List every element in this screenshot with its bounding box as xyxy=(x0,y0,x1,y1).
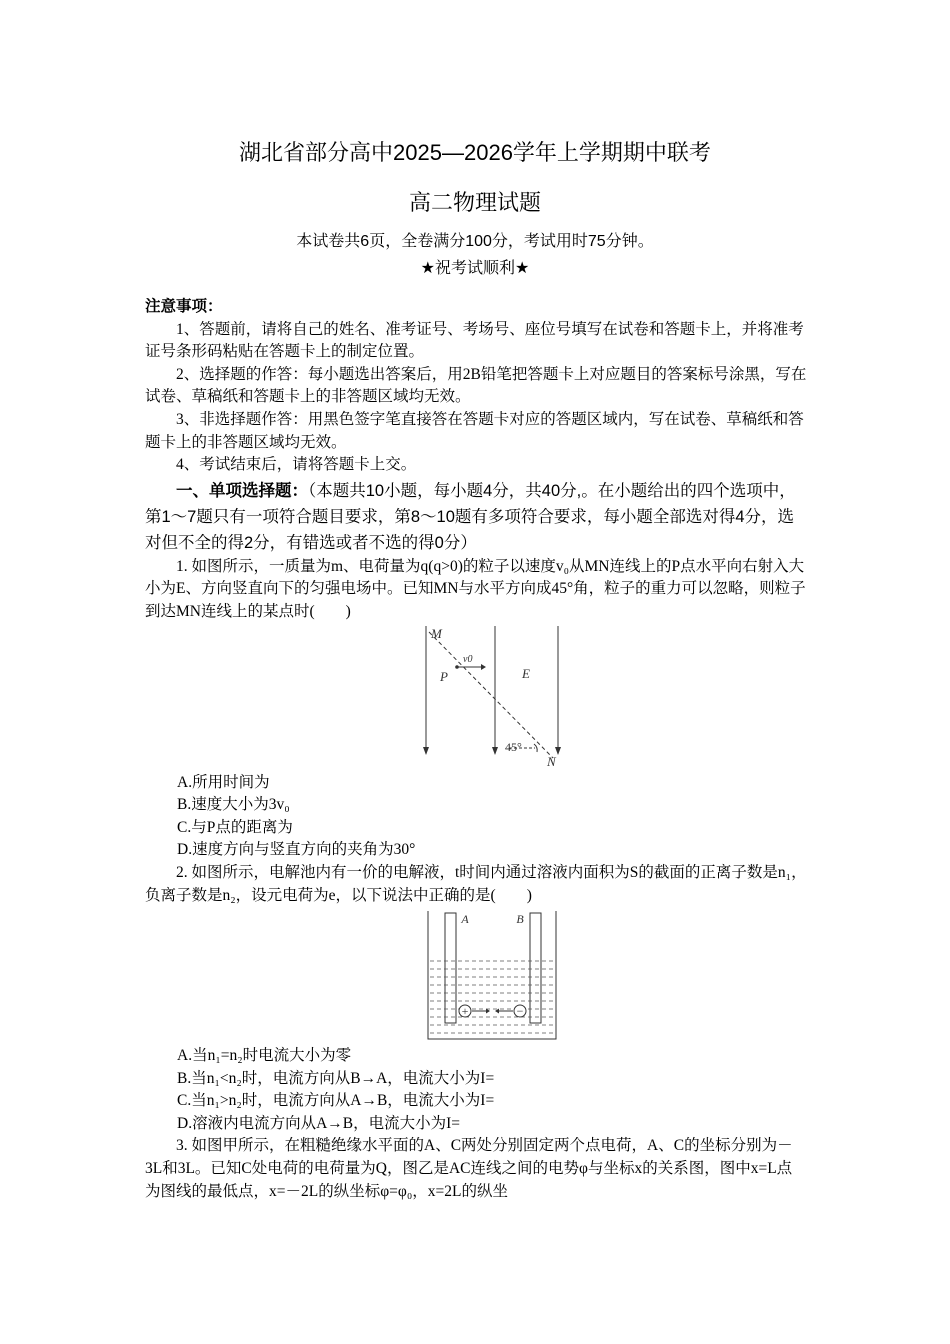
notice-item-1: 1、答题前，请将自己的姓名、准考证号、考场号、座位号填写在试卷和答题卡上，并将准考证号条形码粘贴在答题卡上的制定位置。 xyxy=(145,320,804,361)
label-minus: − xyxy=(516,1004,524,1019)
arrow-head-1 xyxy=(423,747,429,755)
q1-figure xyxy=(423,626,573,766)
label-v0: v0 xyxy=(463,653,473,665)
q1-stem: 1. 如图所示，一质量为m、电荷量为q(q>0)的粒子以速度v₀从MN连线上的P点水平向右射入大小为E、方向竖直向下的匀强电场中。已知MN与水平方向成45°角，粒子的重力可以忽略，则粒子到达MN连线上的某点时( ) xyxy=(145,557,806,620)
exam-title: 湖北省部分高中2025—2026学年上学期期中联考 xyxy=(239,140,711,165)
q2-stem: 2. 如图所示，电解池内有一价的电解液，t时间内通过溶液内面积为S的截面的正离子数是n₁，负离子数是n₂，设元电荷为e，以下说法中正确的是( ) xyxy=(145,863,807,904)
label-n: N xyxy=(547,753,556,766)
q1-option-a: A.所用时间为 xyxy=(177,773,270,791)
mn-line xyxy=(429,632,553,758)
label-e: E xyxy=(522,665,530,681)
notice-item-3: 3、非选择题作答：用黑色签字笔直接答在答题卡对应的答题区域内，写在试卷、草稿纸和答题卡上的非答题区域均无效。 xyxy=(145,410,804,451)
q2-option-a: A.当n₁=n₂时电流大小为零 xyxy=(177,1047,352,1065)
section-1-title: 一、单项选择题： xyxy=(176,481,308,500)
particle-point xyxy=(455,665,459,669)
electrode-a xyxy=(445,913,456,1023)
q2-option-b: B.当n₁<n₂时，电流方向从B→A，电流大小为I= xyxy=(177,1069,495,1087)
notice-item-4: 4、考试结束后，请将答题卡上交。 xyxy=(176,456,417,474)
electrode-b xyxy=(530,913,541,1023)
label-angle: 45° xyxy=(505,739,522,754)
velocity-arrow-head xyxy=(481,664,486,670)
exam-subtitle: 高二物理试题 xyxy=(408,190,541,215)
q1-option-b: B.速度大小为3v₀ xyxy=(177,796,290,814)
label-p: P xyxy=(440,668,448,684)
notice-heading: 注意事项： xyxy=(145,298,223,315)
q2-option-c: C.当n₁>n₂时，电流方向从A→B，电流大小为I= xyxy=(177,1092,495,1110)
label-plus: + xyxy=(461,1004,469,1019)
arrow-head-2 xyxy=(492,747,498,755)
label-b: B xyxy=(516,912,524,927)
label-m: M xyxy=(431,625,442,641)
q2-figure xyxy=(423,911,563,1041)
exam-content xyxy=(145,296,807,1203)
label-a: A xyxy=(461,912,469,927)
section-1-header xyxy=(145,478,807,556)
q1-option-d: D.速度方向与竖直方向的夹角为30° xyxy=(177,841,416,859)
notice-item-2: 2、选择题的作答：每小题选出答案后，用2B铅笔把答题卡上对应题目的答案标号涂黑，写在试卷、草稿纸和答题卡上的非答题区域均无效。 xyxy=(145,365,807,406)
q3-stem: 3. 如图甲所示，在粗糙绝缘水平面的A、C两处分别固定两个点电荷，A、C的坐标分别为－3L和3L。已知C处电荷的电荷量为Q，图乙是AC连线之间的电势φ与坐标x的关系图，图中x=L点为图线的最低点，x=－2L的纵坐标φ=φ₀，x=2L的纵坐 xyxy=(145,1137,793,1200)
arrow-head-3 xyxy=(555,747,561,755)
q1-option-c: C.与P点的距离为 xyxy=(177,818,293,836)
exam-info: 本试卷共6页，全卷满分100分，考试用时75分钟。 xyxy=(296,233,654,250)
exam-wish: ★祝考试顺利★ xyxy=(420,260,530,277)
section-1-desc: （本题共10小题，每小题4分，共40分,。在小题给出的四个选项中，第1～7题只有一项符合题目要求，第8～10题有多项符合要求，每小题全部选对得4分，选对但不全的得2分，有错选或者不选的得0分） xyxy=(145,481,796,552)
q2-option-d: D.溶液内电流方向从A→B，电流大小为I= xyxy=(177,1114,461,1132)
